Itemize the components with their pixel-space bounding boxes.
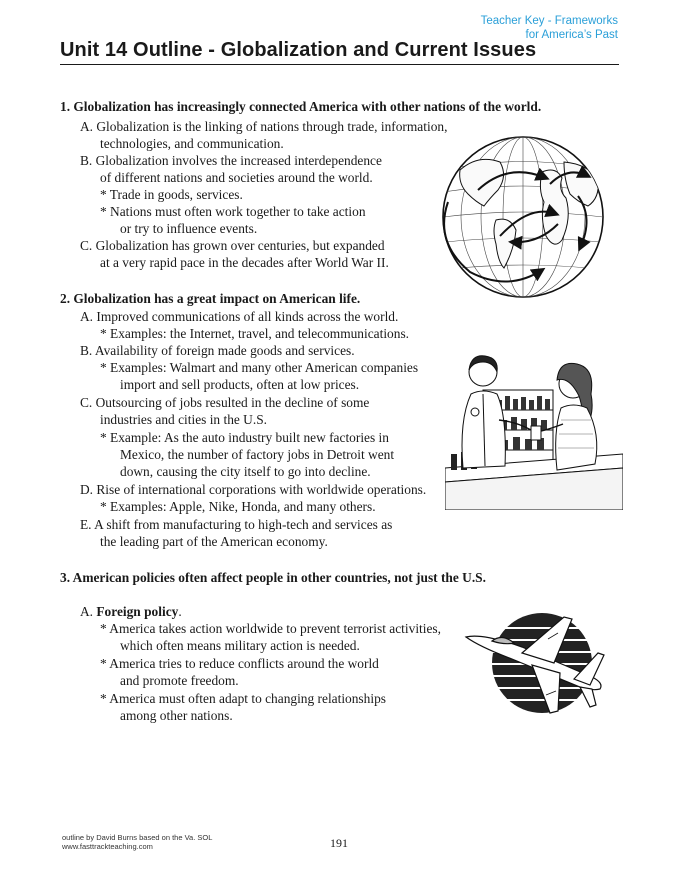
jet-fighter-illustration [462,607,618,723]
s1-item-c-cont: at a very rapid pace in the decades after World War II. [100,255,389,270]
s2-item-c: C. Outsourcing of jobs resulted in the decline of some [80,395,370,410]
s2-item-c-bullet: * Example: As the auto industry built new factories in [100,430,389,445]
section-2-heading: 2. Globalization has a great impact on American life. [60,291,361,306]
s1-item-b-bullet-2-cont: or try to influence events. [120,221,258,236]
s2-item-a: A. Improved communications of all kinds across the world. [80,309,399,324]
s2-item-b-bullet: * Examples: Walmart and many other American companies [100,360,419,375]
s1-item-a-cont: technologies, and communication. [100,136,284,151]
s2-item-d-bullet: * Examples: Apple, Nike, Honda, and many others. [100,499,376,514]
shopping-illustration [445,350,623,510]
s3-item-a-prefix: A. [80,604,97,619]
s2-item-b: B. Availability of foreign made goods and services. [80,343,355,358]
s2-item-e: E. A shift from manufacturing to high-tech and services as [80,517,393,532]
footer-website: www.fasttrackteaching.com [62,842,153,851]
s2-item-c-bullet-cont-2: down, causing the city itself to go into decline. [120,464,371,479]
section-1-heading: 1. Globalization has increasingly connected America with other nations of the world. [60,99,542,114]
teacher-key-label: Teacher Key - Frameworks [480,15,618,27]
s2-item-c-bullet-cont-1: Mexico, the number of factory jobs in Detroit went [120,447,395,462]
globe-illustration [438,132,608,302]
title-rule [60,64,619,65]
s3-item-a-bullet-1: * America takes action worldwide to prevent terrorist activities, [100,621,441,636]
s2-item-b-bullet-cont: import and sell products, often at low prices. [120,377,360,392]
s1-item-b-cont: of different nations and societies around the world. [100,170,373,185]
s2-item-a-bullet: * Examples: the Internet, travel, and telecommunications. [100,326,409,341]
foreign-policy-label: Foreign policy [96,604,179,619]
page-number: 191 [330,836,348,850]
s2-item-c-cont: industries and cities in the U.S. [100,412,267,427]
s3-item-a-bullet-2-cont: and promote freedom. [120,673,239,688]
teacher-key-sublabel: for America’s Past [525,29,618,41]
s3-item-a-suffix: . [178,604,182,619]
s1-item-b-bullet-2: * Nations must often work together to take action [100,204,366,219]
s2-item-e-cont: the leading part of the American economy. [100,534,328,549]
s3-item-a-bullet-2: * America tries to reduce conflicts around the world [100,656,379,671]
s3-item-a [80,603,182,620]
s1-item-b-bullet-1: * Trade in goods, services. [100,187,243,202]
page-title: Unit 14 Outline - Globalization and Current Issues [60,39,537,61]
s3-item-a-bullet-3-cont: among other nations. [120,708,233,723]
s3-item-a-bullet-3: * America must often adapt to changing relationships [100,691,386,706]
s1-item-b: B. Globalization involves the increased interdependence [80,153,382,168]
section-3-heading: 3. American policies often affect people in other countries, not just the U.S. [60,570,486,585]
s3-item-a-bullet-1-cont: which often means military action is needed. [120,638,360,653]
footer-credit: outline by David Burns based on the Va. SOL [62,833,213,842]
s1-item-a: A. Globalization is the linking of nations through trade, information, [80,119,448,134]
s1-item-c: C. Globalization has grown over centuries, but expanded [80,238,385,253]
s2-item-d: D. Rise of international corporations with worldwide operations. [80,482,427,497]
